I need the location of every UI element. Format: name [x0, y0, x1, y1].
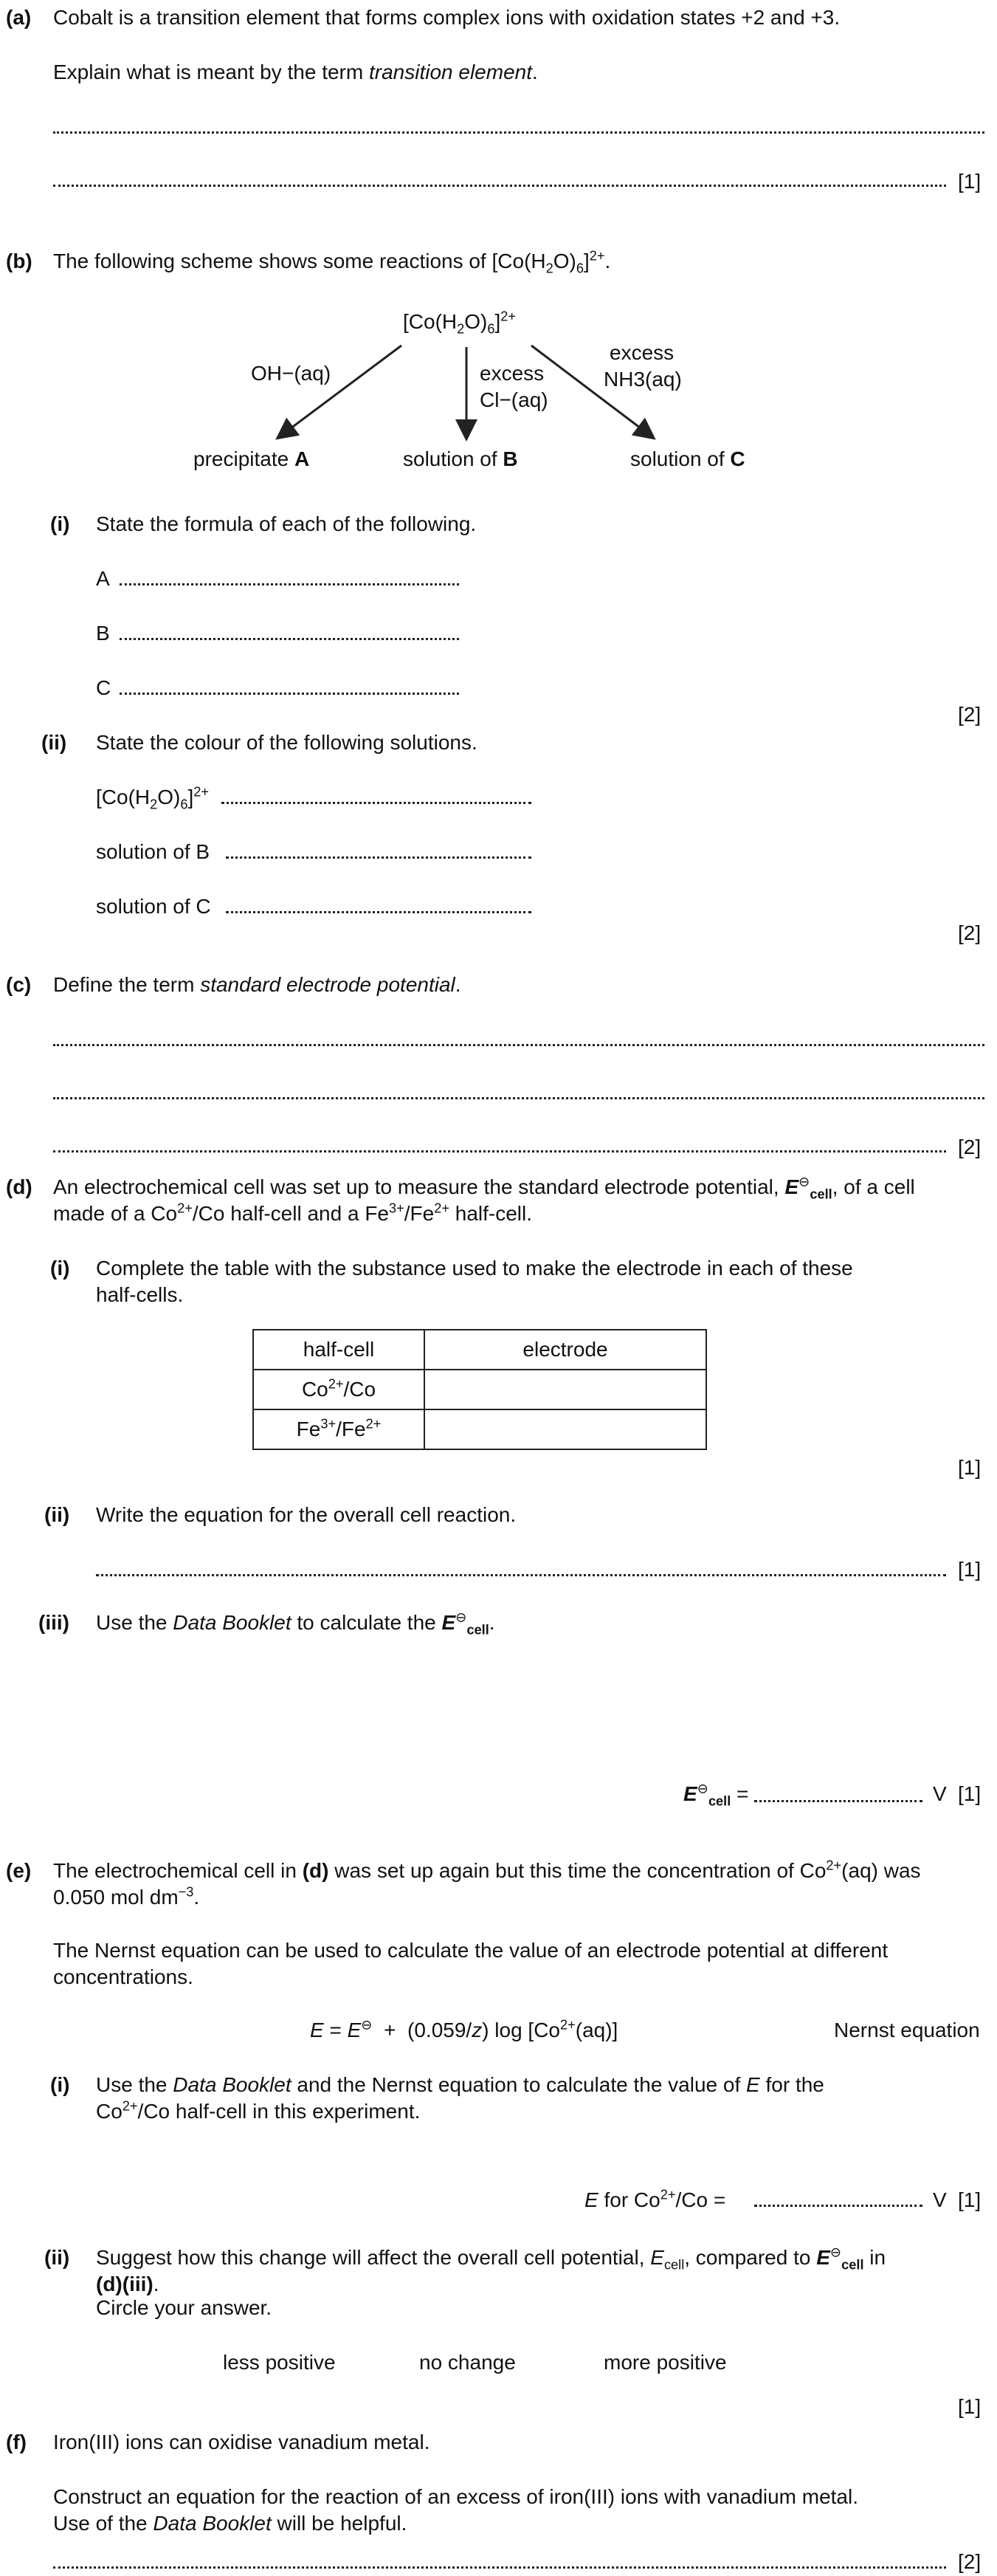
formula-a-line[interactable]: [120, 583, 459, 585]
part-d-stem-2: made of a $Co^{2+}/Co$ half-cell and a $Fe^{3+}/Fe^{2+}$ half-cell.: [53, 1201, 533, 1225]
nernst-equation-name: Nernst equation: [834, 2019, 980, 2041]
scheme-product-b: solution of B: [403, 447, 518, 470]
part-f-prompt-2: Use of the Data Booklet will be helpful.: [53, 2512, 407, 2535]
part-e-nernst-2: concentrations.: [53, 1965, 193, 1988]
answer-label-ecell: $E^⊖_{cell}$ =: [683, 1781, 749, 1809]
part-c-prompt: Define the term standard electrode potential.: [53, 973, 461, 996]
electrode-table: [252, 1329, 707, 1450]
part-e-ii-prompt-3: Circle your answer.: [96, 2296, 272, 2319]
table-row-co-half-cell: $Co^{2+}/Co$: [253, 1370, 424, 1409]
answer-line-e-i[interactable]: [754, 2205, 922, 2207]
answer-line-c2[interactable]: [53, 1097, 984, 1099]
part-d-label: (d): [6, 1175, 32, 1198]
part-d-iii-prompt: Use the Data Booklet to calculate the $E^⊖_{cell}$.: [96, 1610, 495, 1638]
mark-a: [1]: [958, 170, 982, 193]
scheme-reagent-mid-2: Cl−(aq): [480, 388, 548, 411]
table-header-half-cell: half-cell: [253, 1330, 424, 1370]
mark-d-ii: [1]: [958, 1558, 982, 1581]
mark-b-i: [2]: [958, 703, 982, 726]
formula-a-label: A: [96, 567, 110, 590]
scheme-reagent-right-2: NH3(aq): [604, 368, 682, 391]
answer-line-c3[interactable]: [53, 1150, 946, 1153]
mark-c: [2]: [958, 1136, 982, 1158]
nernst-equation: E = E⊖ + (0.059/z) $\log [Co^{2+}(aq)]$: [310, 2017, 618, 2041]
part-e-stem-2: 0.050 mol $dm^{-3}$.: [53, 1884, 200, 1909]
colour-b-label: solution of B: [96, 840, 210, 863]
part-b-ii-prompt: State the colour of the following solutions.: [96, 731, 477, 754]
answer-line-c1[interactable]: [53, 1044, 984, 1046]
part-b-stem: The following scheme shows some reactions of $[Co(H_2O)_6]^{2+}$.: [53, 248, 611, 276]
part-c-label: (c): [6, 973, 32, 996]
colour-c-line[interactable]: [226, 911, 531, 913]
part-f-label: (f): [6, 2431, 27, 2453]
formula-c-label: C: [96, 676, 111, 699]
part-d-ii-label: (ii): [44, 1503, 70, 1526]
arrow-to-a: [279, 346, 401, 437]
part-a-stem: Cobalt is a transition element that forms complex ions with oxidation states +2 and +3.: [53, 6, 841, 29]
part-f-prompt-1: Construct an equation for the reaction of an excess of iron(III) ions with vanadium metal.: [53, 2485, 859, 2508]
table-header-electrode: electrode: [424, 1330, 706, 1370]
scheme-product-c: solution of C: [630, 447, 745, 470]
part-d-i-prompt-2: half-cells.: [96, 1283, 184, 1306]
colour-complex-line[interactable]: [221, 802, 531, 804]
scheme-reagent-mid-1: excess: [480, 362, 545, 385]
answer-unit-d-iii: V: [933, 1782, 947, 1805]
table-cell-fe-electrode[interactable]: [424, 1409, 706, 1449]
part-d-i-label: (i): [50, 1257, 70, 1280]
scheme-complex: $[Co(H_2O)_6]^{2+}$: [403, 309, 517, 337]
part-a-prompt: Explain what is meant by the term transition element.: [53, 61, 538, 83]
mark-f: [2]: [958, 2550, 982, 2573]
part-e-nernst-1: The Nernst equation can be used to calculate the value of an electrode potential at different: [53, 1939, 889, 1962]
option-more-positive[interactable]: more positive: [604, 2351, 727, 2374]
mark-d-i: [1]: [958, 1456, 982, 1479]
scheme-reagent-left: OH−(aq): [251, 362, 331, 385]
mark-e-i: [1]: [958, 2188, 982, 2211]
answer-label-e-i: E for $Co^{2+}/Co$ =: [584, 2187, 726, 2211]
part-e-i-label: (i): [50, 2073, 70, 2096]
part-d-iii-label: (iii): [38, 1611, 69, 1634]
scheme-product-a: precipitate A: [193, 447, 310, 470]
answer-line-f[interactable]: [53, 2566, 946, 2569]
answer-line-d-iii[interactable]: [754, 1800, 922, 1802]
part-e-ii-label: (ii): [44, 2246, 70, 2269]
answer-unit-e-i: V: [933, 2188, 947, 2211]
mark-b-ii: [2]: [958, 921, 982, 944]
formula-b-line[interactable]: [120, 638, 459, 640]
scheme-arrows: [0, 0, 997, 517]
part-d-i-prompt-1: Complete the table with the substance used to make the electrode in each of these: [96, 1257, 853, 1280]
mark-d-iii: [1]: [958, 1782, 982, 1805]
answer-line-d-ii[interactable]: [96, 1574, 946, 1576]
part-d-ii-prompt: Write the equation for the overall cell reaction.: [96, 1503, 517, 1526]
part-a-label: (a): [6, 6, 32, 29]
colour-b-line[interactable]: [226, 856, 531, 859]
option-no-change[interactable]: no change: [419, 2351, 516, 2374]
part-b-i-prompt: State the formula of each of the following.: [96, 512, 477, 535]
table-row-fe-half-cell: $Fe^{3+}/Fe^{2+}$: [253, 1409, 424, 1449]
part-d-stem-1: An electrochemical cell was set up to measure the standard electrode potential, $E^⊖_{cell}$, of a cell: [53, 1174, 915, 1202]
part-e-ii-prompt-2: (d)(iii).: [96, 2273, 159, 2295]
colour-c-label: solution of C: [96, 895, 211, 918]
part-b-ii-label: (ii): [41, 731, 67, 754]
part-e-i-prompt-1: Use the Data Booklet and the Nernst equation to calculate the value of E for the: [96, 2073, 824, 2096]
formula-b-label: B: [96, 622, 110, 645]
part-e-ii-prompt-1: Suggest how this change will affect the overall cell potential, $E_{cell}$, compared to $E^⊖_{cell}$ in: [96, 2244, 886, 2273]
option-less-positive[interactable]: less positive: [223, 2351, 336, 2374]
part-f-stem: Iron(III) ions can oxidise vanadium metal.: [53, 2431, 430, 2453]
table-cell-co-electrode[interactable]: [424, 1370, 706, 1409]
part-e-label: (e): [6, 1859, 32, 1882]
part-e-stem-1: The electrochemical cell in (d) was set up again but this time the concentration of $Co^{2+}(aq)$ was: [53, 1858, 921, 1882]
part-e-i-prompt-2: $Co^{2+}/Co$ half-cell in this experiment.: [96, 2098, 421, 2123]
formula-c-line[interactable]: [120, 693, 459, 695]
arrow-to-c: [531, 346, 652, 437]
scheme-reagent-right-1: excess: [610, 341, 675, 364]
colour-complex-label: $[Co(H_2O)_6]^{2+}$: [96, 784, 210, 812]
part-b-i-label: (i): [50, 512, 70, 535]
mark-e-ii: [1]: [958, 2395, 982, 2418]
part-b-label: (b): [6, 250, 32, 272]
